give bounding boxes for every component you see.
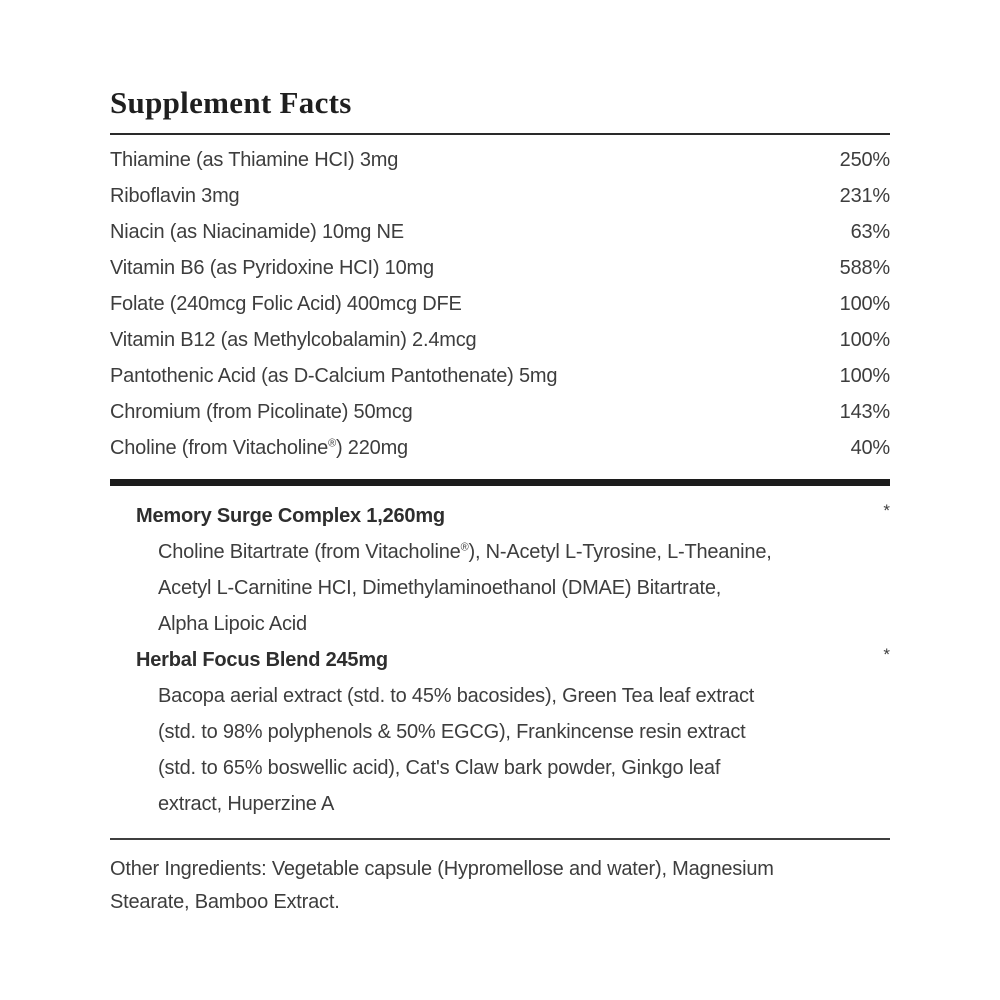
- blend-name: Memory Surge Complex 1,260mg: [136, 504, 445, 527]
- nutrient-daily-value: 100%: [839, 328, 890, 351]
- nutrient-row: [110, 430, 890, 466]
- nutrient-row: [110, 178, 890, 214]
- nutrient-daily-value: 40%: [850, 436, 890, 459]
- nutrient-row: [110, 322, 890, 358]
- nutrient-daily-value: 63%: [850, 220, 890, 243]
- blend-header: [136, 498, 890, 534]
- nutrient-row: [110, 142, 890, 178]
- nutrient-name: Vitamin B6 (as Pyridoxine HCI) 10mg: [110, 256, 434, 279]
- nutrient-row: [110, 286, 890, 322]
- nutrient-name: Thiamine (as Thiamine HCI) 3mg: [110, 148, 399, 171]
- nutrient-daily-value: 231%: [839, 184, 890, 207]
- blend-ingredients-line: Alpha Lipoic Acid: [158, 613, 307, 635]
- nutrient-daily-value: 100%: [839, 292, 890, 315]
- nutrient-name: Pantothenic Acid (as D-Calcium Pantothenate) 5mg: [110, 364, 558, 387]
- nutrient-daily-value: 143%: [839, 400, 890, 423]
- nutrient-row: [110, 250, 890, 286]
- nutrient-row: [110, 358, 890, 394]
- nutrient-name: Folate (240mcg Folic Acid) 400mcg DFE: [110, 292, 462, 315]
- other-ingredients-line: Stearate, Bamboo Extract.: [110, 891, 340, 913]
- nutrient-name: Riboflavin 3mg: [110, 184, 240, 207]
- nutrient-daily-value: 588%: [839, 256, 890, 279]
- nutrient-name: Choline (from Vitacholine®) 220mg: [110, 436, 408, 459]
- nutrient-name: Niacin (as Niacinamide) 10mg NE: [110, 220, 404, 243]
- blend-herbal-focus: [136, 642, 890, 822]
- blend-name: Herbal Focus Blend 245mg: [136, 648, 388, 671]
- other-ingredients-line: Other Ingredients: Vegetable capsule (Hypromellose and water), Magnesium: [110, 858, 774, 880]
- blend-ingredients-line: (std. to 65% boswellic acid), Cat's Claw bark powder, Ginkgo leaf: [158, 757, 721, 779]
- blend-ingredients-line: Acetyl L-Carnitine HCI, Dimethylaminoethanol (DMAE) Bitartrate,: [158, 577, 722, 599]
- nutrient-row: [110, 394, 890, 430]
- footer-divider: [110, 838, 890, 840]
- supplement-facts-panel: [110, 86, 890, 919]
- nutrient-table: [110, 135, 890, 466]
- nutrient-name: Chromium (from Picolinate) 50mcg: [110, 400, 413, 423]
- blend-header: [136, 642, 890, 678]
- nutrient-name: Vitamin B12 (as Methylcobalamin) 2.4mcg: [110, 328, 477, 351]
- blend-ingredients-line: Choline Bitartrate (from Vitacholine®), N-Acetyl L-Tyrosine, L-Theanine,: [158, 541, 772, 563]
- blend-memory-surge: [136, 498, 890, 642]
- panel-title: Supplement Facts: [110, 85, 352, 120]
- nutrient-daily-value: 250%: [839, 148, 890, 171]
- blend-ingredients-line: extract, Huperzine A: [158, 793, 335, 815]
- section-divider-bar: [110, 479, 890, 486]
- blend-ingredients-line: (std. to 98% polyphenols & 50% EGCG), Frankincense resin extract: [158, 721, 746, 743]
- blend-ingredients-line: Bacopa aerial extract (std. to 45% bacosides), Green Tea leaf extract: [158, 685, 755, 707]
- blend-daily-value-asterisk: *: [883, 645, 890, 664]
- nutrient-row: [110, 214, 890, 250]
- nutrient-daily-value: 100%: [839, 364, 890, 387]
- blend-daily-value-asterisk: *: [883, 501, 890, 520]
- proprietary-blends: [110, 486, 890, 822]
- other-ingredients: [110, 853, 890, 919]
